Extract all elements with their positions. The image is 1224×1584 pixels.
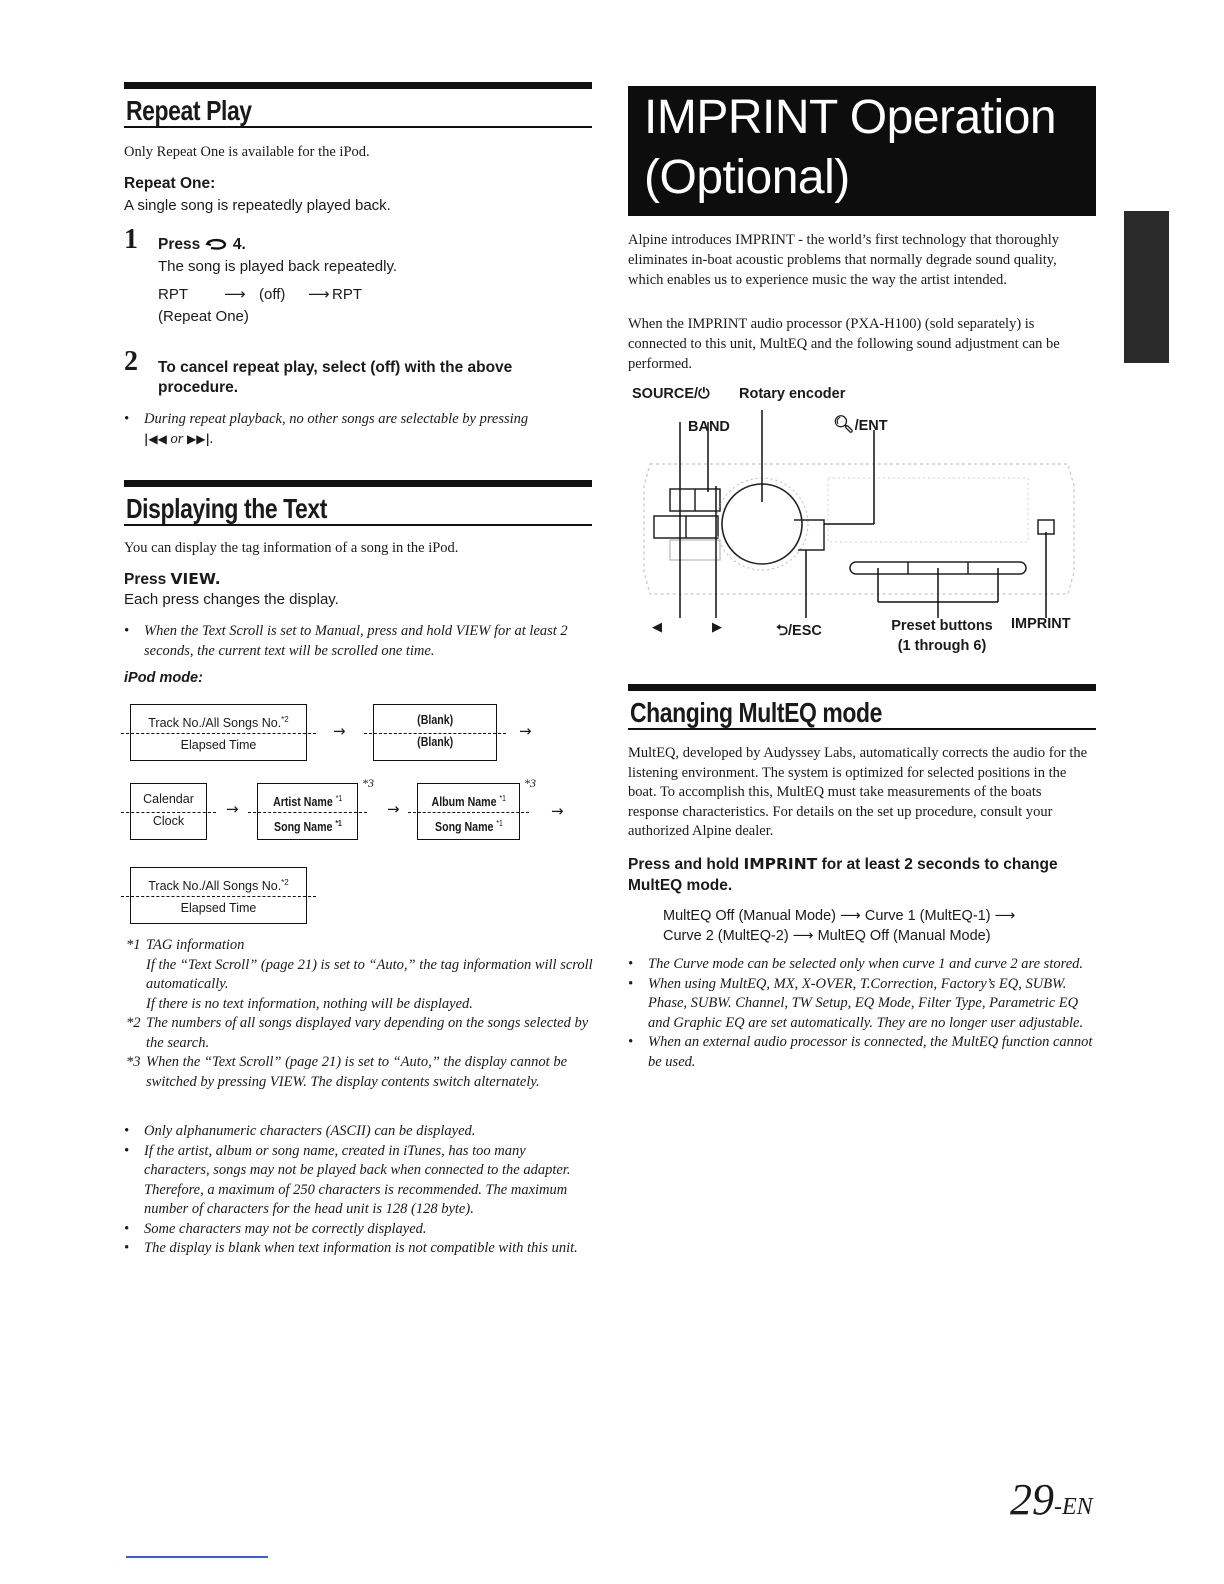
flow-arrow-3: →: [226, 800, 239, 818]
flow-arrow-4: →: [387, 800, 400, 818]
esc-text: /ESC: [788, 623, 822, 639]
fn2: The numbers of all songs displayed vary depending on the songs selected by the search.: [146, 1015, 589, 1051]
preset-label: [888, 616, 996, 656]
box4-line1: Artist Name: [272, 795, 333, 810]
seq-arrow-2: ⟶: [308, 285, 330, 303]
imprint-key: IMPRINT: [743, 855, 818, 873]
box4-sup: *1: [335, 794, 343, 803]
box1-sup: *2: [281, 715, 289, 724]
page-number-value: 29: [1010, 1475, 1054, 1524]
rotary-encoder-label: Rotary encoder: [739, 386, 846, 402]
fn2-mark: *2: [126, 1015, 141, 1031]
text-scroll-note: When the Text Scroll is set to Manual, press and hold VIEW for at least 2 seconds, the current text will be scrolled one time.: [144, 623, 568, 659]
ent-label: /ENT: [854, 418, 888, 434]
source-power-label: [632, 386, 710, 402]
seq-arrow-c: ⟶: [792, 928, 814, 944]
imprint-button-label: IMPRINT: [1011, 616, 1071, 632]
imprint-para-1: Alpine introduces IMPRINT - the world’s first technology that thoroughly eliminates in-boat acoustic problems that normally degrade sound quality, which enables us to experience music the way the artist intended.: [628, 232, 1060, 288]
fn3-mark: *3: [126, 1054, 141, 1070]
fn3: When the “Text Scroll” (page 21) is set to “Auto,” the display cannot be switched by pressing VIEW. The display contents switch alternately.: [146, 1054, 568, 1090]
list-item: • The display is blank when text information is not compatible with this unit.: [124, 1240, 578, 1256]
repeat-note-text: During repeat playback, no other songs are selectable by pressing: [144, 411, 529, 427]
fn1-b: If there is no text information, nothing will be displayed.: [146, 995, 473, 1012]
multeq-instr-b: for at least 2 seconds to change MultEQ mode.: [628, 856, 1058, 894]
repeat-note-or: or: [170, 430, 184, 447]
repeat-play-intro: Only Repeat One is available for the iPod.: [124, 144, 370, 160]
seq-arrow-b: ⟶: [994, 908, 1016, 924]
multeq-header: [628, 684, 1096, 730]
repeat-one-text: A single song is repeatedly played back.: [124, 197, 391, 214]
step-1-number: 1: [124, 224, 138, 255]
list-item: • When using MultEQ, MX, X-OVER, T.Correction, Factory’s EQ, SUBW. Phase, SUBW. Channel, TW Setup, EQ Mode, Filter Type, Parametric EQ and Graphic EQ are set automatically. They are no longer user adjustable.: [628, 975, 1084, 1031]
displaying-text-header: [124, 480, 592, 526]
footer-rule: [126, 1556, 268, 1558]
box4-note: *3: [362, 776, 374, 790]
step-2-number: 2: [124, 346, 138, 377]
box6-line2: Elapsed Time: [180, 901, 257, 916]
search-icon: 🔍︎: [833, 415, 855, 435]
seq1-a: MultEQ Off (Manual Mode): [663, 908, 836, 924]
seq-rpt-2: RPT: [332, 286, 362, 303]
box3-line2: Clock: [152, 814, 185, 828]
repeat-play-header: [124, 82, 592, 128]
imprint-banner: [628, 86, 1096, 216]
displaying-text-title: Displaying the Text: [126, 493, 328, 524]
box4-line2: Song Name: [273, 820, 333, 835]
box5-sup: *1: [499, 794, 506, 803]
text-notes-list: [124, 1122, 594, 1259]
source-label: SOURCE/: [632, 386, 699, 402]
seq-rpt: RPT: [158, 286, 188, 303]
box5-sup2: *1: [495, 819, 503, 829]
display-box-blank: [373, 704, 497, 761]
multeq-instr-a: Press and hold: [628, 856, 740, 873]
preset-label-2: (1 through 6): [897, 638, 987, 654]
text-scroll-note-bullet: •: [124, 623, 130, 639]
device-diagram: [628, 382, 1098, 660]
list-item: • Only alphanumeric characters (ASCII) can be displayed.: [124, 1123, 476, 1139]
box5-line1: Album Name: [431, 795, 497, 810]
imprint-title-line2: (Optional): [644, 151, 850, 204]
flow-arrow-1: →: [333, 722, 346, 740]
display-box-album-song: [417, 783, 520, 840]
list-item: • The Curve mode can be selected only when curve 1 and curve 2 are stored.: [628, 956, 1084, 972]
box2-line1: (Blank): [416, 713, 454, 727]
display-box-track-elapsed-2: [130, 867, 307, 924]
flow-arrow-2: →: [519, 722, 532, 740]
band-label: BAND: [688, 419, 730, 435]
box1-line2: Elapsed Time: [180, 738, 257, 753]
flow-arrow-5: →: [551, 802, 564, 820]
press-view-label: Press: [124, 571, 167, 588]
preset-label-1: Preset buttons: [891, 618, 993, 634]
view-key: VIEW.: [170, 570, 221, 588]
multeq-notes-list: [628, 955, 1096, 1072]
seq2-b: MultEQ Off (Manual Mode): [817, 928, 991, 944]
box5-note: *3: [524, 776, 536, 790]
prev-track-icon: |◀◀: [144, 431, 167, 446]
fn1-mark: *1: [126, 937, 141, 953]
display-box-track-elapsed: [130, 704, 307, 761]
press-view-desc: Each press changes the display.: [124, 591, 339, 608]
next-track-icon: ▶▶|: [187, 431, 210, 446]
multeq-instruction: [628, 854, 1068, 896]
seq-repeat-one: (Repeat One): [158, 308, 249, 325]
left-arrow-icon: ◀: [652, 620, 662, 635]
seq-arrow-1: ⟶: [224, 285, 246, 303]
step-1-text: The song is played back repeatedly.: [158, 258, 398, 275]
fn1-title: TAG information: [146, 937, 245, 953]
fn1-a: If the “Text Scroll” (page 21) is set to “Auto,” the tag information will scroll automatically.: [146, 956, 593, 992]
power-icon: ⏻: [698, 386, 710, 402]
repeat-one-heading: Repeat One:: [124, 175, 216, 192]
right-arrow-icon: ▶: [712, 620, 722, 635]
list-item: • If the artist, album or song name, created in iTunes, has too many characters, songs may not be played back when connected to the adapter. Therefore, a maximum of 250 characters is recommended. The maximum number of characters for the head unit is 128 (128 byte).: [124, 1142, 571, 1217]
repeat-key-icon: [205, 237, 229, 251]
multeq-intro: MultEQ, developed by Audyssey Labs, automatically corrects the audio for the listening environment. The system is optimized for selected positions in the boat. To accomplish this, MultEQ must take measurements of the boats response characteristics. For details on the set up procedure, consult your authorized Alpine dealer.: [628, 745, 1088, 839]
display-box-calendar-clock: [130, 783, 207, 840]
seq-off: (off): [259, 286, 286, 303]
seq1-b: Curve 1 (MultEQ-1): [864, 908, 991, 924]
list-item: • Some characters may not be correctly displayed.: [124, 1220, 427, 1237]
multeq-sequence: [663, 906, 1015, 946]
box1-line1: Track No./All Songs No.: [148, 716, 282, 731]
repeat-note-bullet: •: [124, 411, 130, 427]
display-box-artist-song: [257, 783, 358, 840]
repeat-play-title: Repeat Play: [126, 95, 252, 126]
step-2-text: To cancel repeat play, select (off) with the above procedure.: [158, 359, 513, 396]
page-number-suffix: -EN: [1054, 1494, 1093, 1520]
footnotes: [124, 936, 594, 1092]
repeat-note: During repeat playback, no other songs are selectable by pressing |◀◀ or ▶▶|.: [144, 411, 529, 447]
seq-arrow-a: ⟶: [840, 908, 861, 924]
ipod-mode-label: iPod mode:: [124, 670, 203, 686]
step-1-key: 4.: [232, 236, 246, 253]
list-item: • When an external audio processor is connected, the MultEQ function cannot be used.: [628, 1034, 1093, 1070]
step-1-press-label: Press: [158, 236, 201, 253]
displaying-text-intro: You can display the tag information of a song in the iPod.: [124, 540, 459, 556]
box6-sup: *2: [281, 878, 289, 887]
return-icon: ⮌: [776, 621, 789, 639]
repeat-sequence: [158, 286, 458, 330]
search-ent-label: [833, 415, 888, 435]
imprint-para-2: When the IMPRINT audio processor (PXA-H100) (sold separately) is connected to this unit, MultEQ and the following sound adjustment can be performed.: [628, 316, 1060, 372]
box3-line1: Calendar: [143, 792, 194, 806]
box5-line2: Song Name: [434, 820, 494, 835]
page-number: [1010, 1474, 1093, 1525]
box4-sup2: *1: [334, 819, 342, 829]
press-view-heading: [124, 570, 221, 589]
esc-label: [776, 620, 822, 645]
multeq-title: Changing MultEQ mode: [630, 697, 882, 728]
box2-line2: (Blank): [416, 735, 454, 749]
imprint-title-line1: IMPRINT Operation: [644, 91, 1057, 144]
seq2-a: Curve 2 (MultEQ-2): [663, 928, 789, 944]
chapter-tab: [1124, 211, 1169, 363]
step-1-instruction: [158, 236, 246, 254]
box6-line1: Track No./All Songs No.: [148, 879, 282, 894]
